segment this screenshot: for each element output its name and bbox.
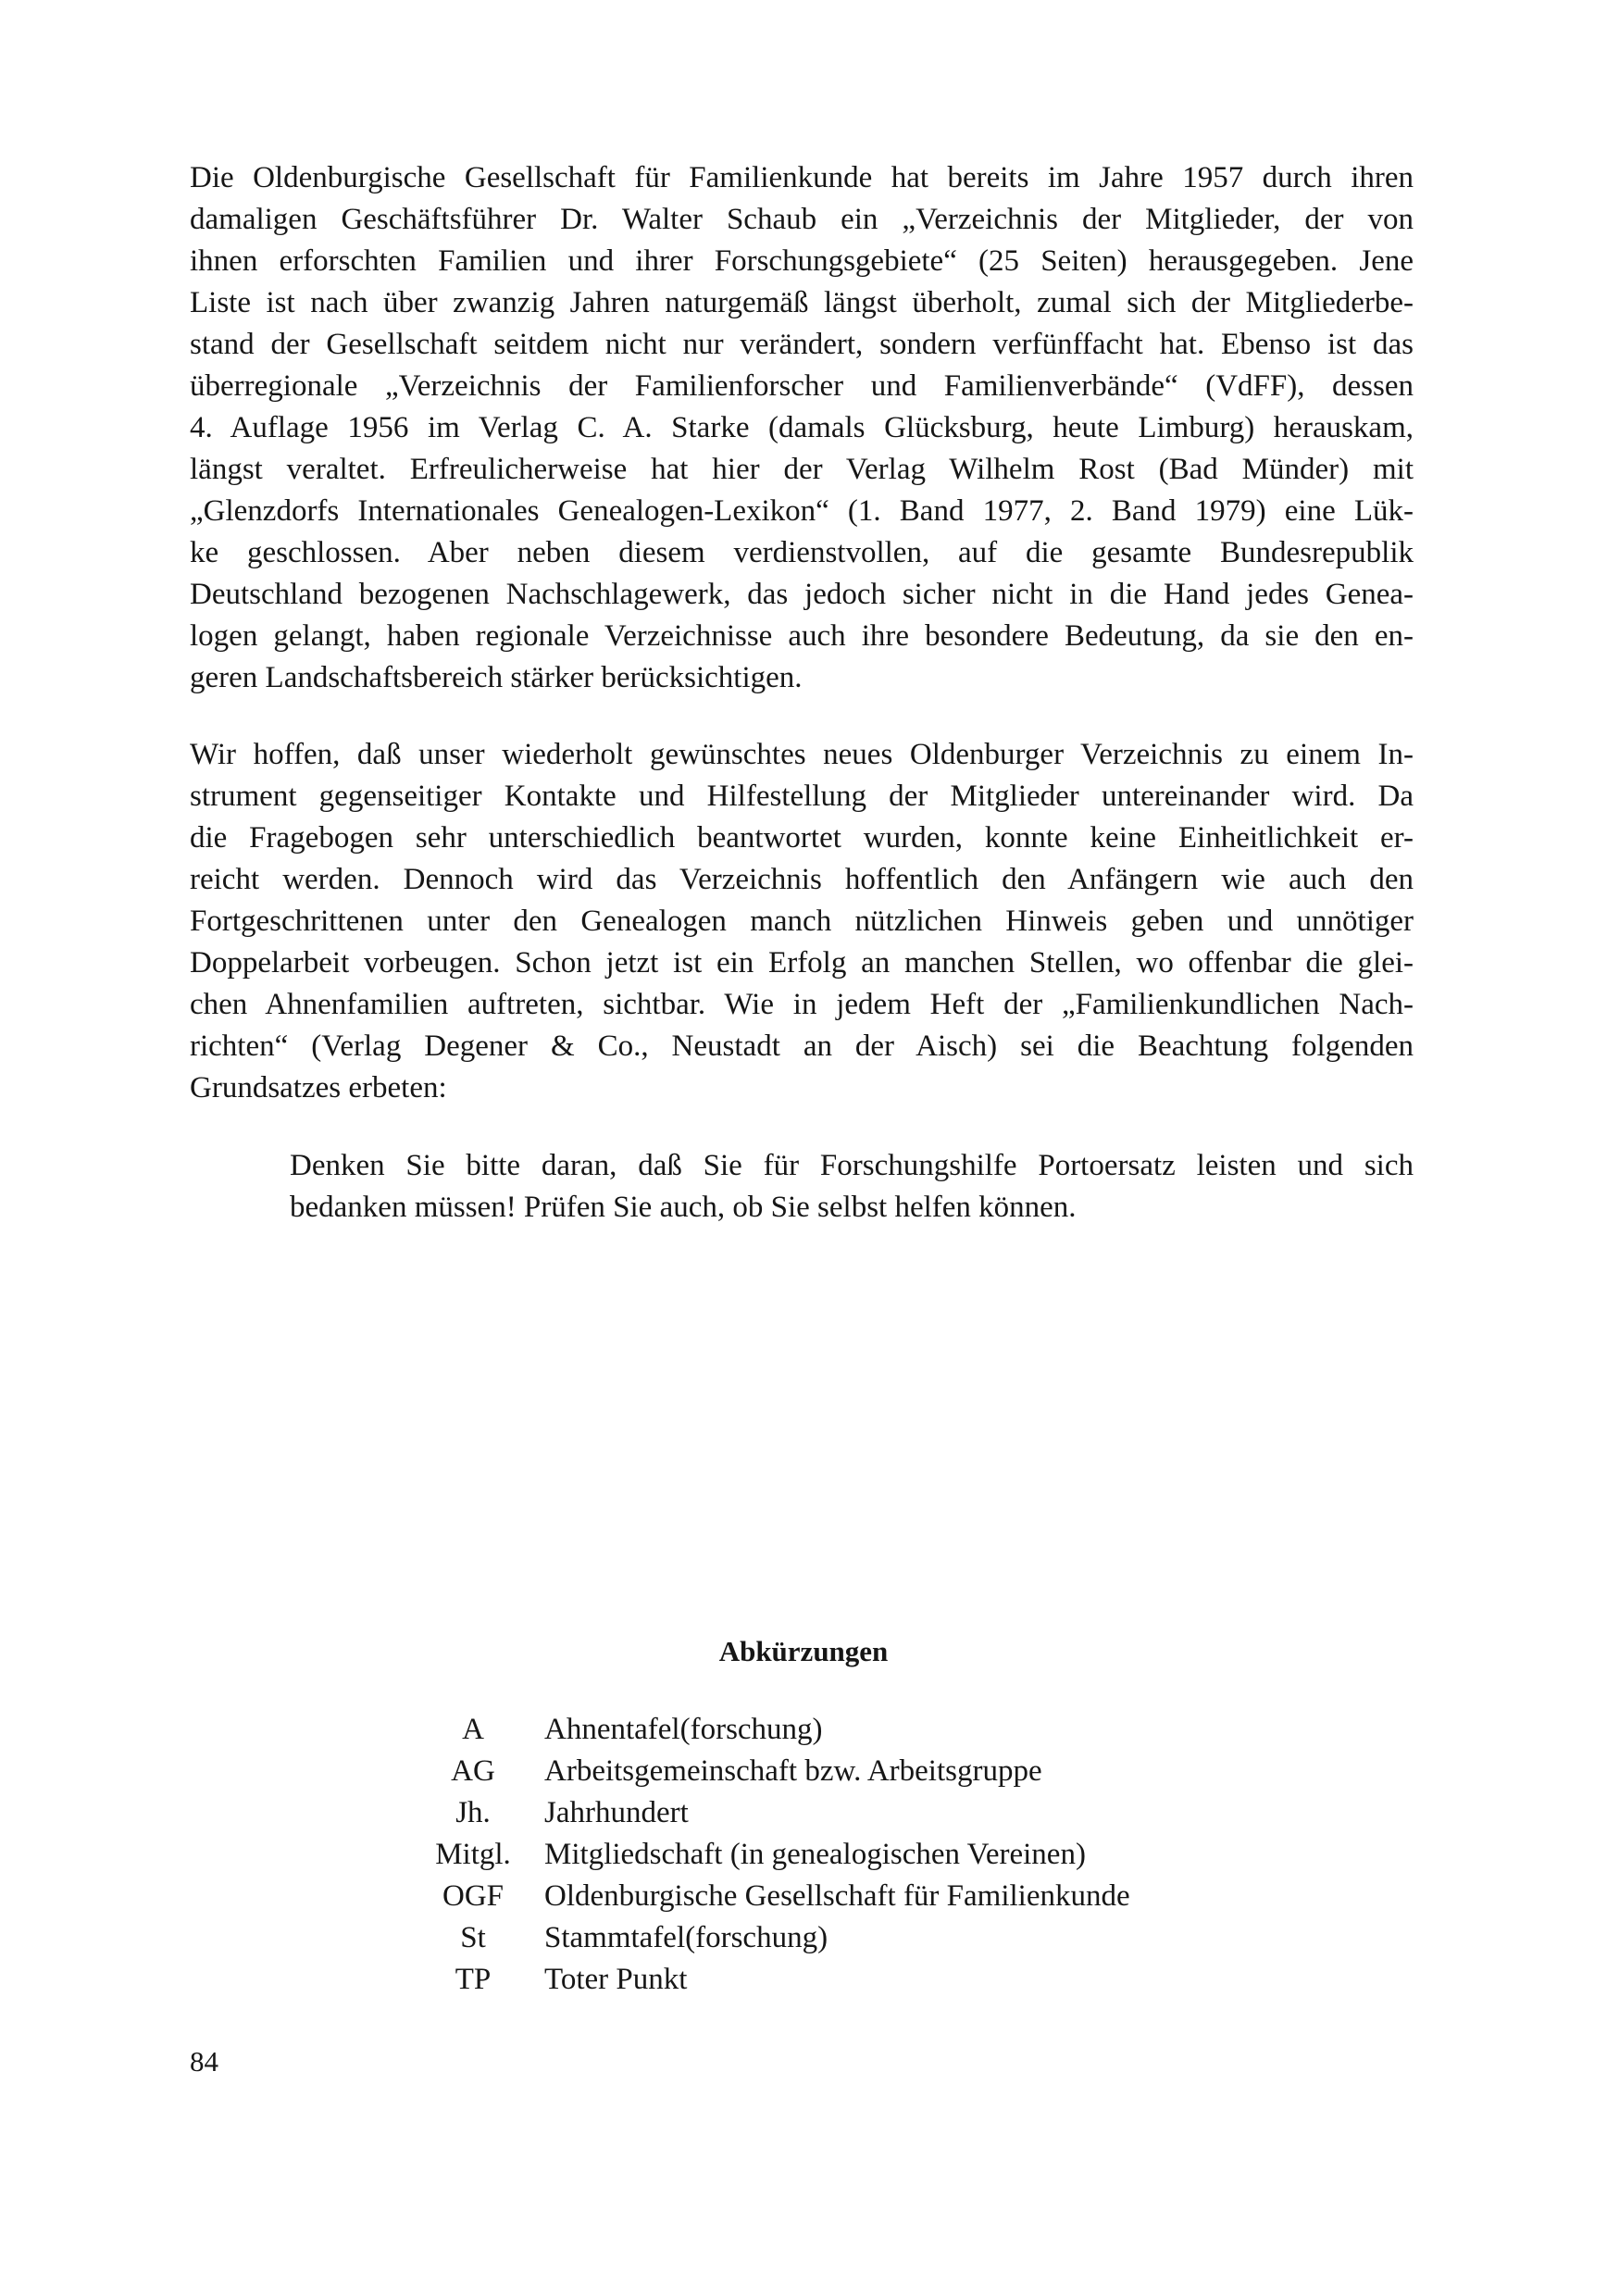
text-line: 4. Auflage 1956 im Verlag C. A. Starke (damals Glücksburg, heute Limburg) herauskam,	[190, 411, 1414, 444]
text-line: Deutschland bezogenen Nachschlagewerk, das jedoch sicher nicht in die Hand jedes Genea-	[190, 578, 1414, 611]
abbreviation: OGF	[442, 1879, 505, 1913]
abbreviation: TP	[455, 1963, 492, 1996]
abbreviation-definition: Arbeitsgemeinschaft bzw. Arbeitsgruppe	[544, 1754, 1042, 1788]
text-line: Wir hoffen, daß unser wiederholt gewünschtes neues Oldenburger Verzeichnis zu einem In-	[190, 738, 1414, 771]
abbreviation-row	[413, 1917, 1130, 1959]
intro-paragraph	[190, 157, 1414, 699]
abbreviation-definition: Toter Punkt	[544, 1963, 688, 1996]
abbreviation-definition: Jahrhundert	[544, 1796, 689, 1829]
abbreviation-row	[413, 1709, 1130, 1751]
text-line: die Fragebogen sehr unterschiedlich beantwortet wurden, konnte keine Einheitlichkeit er-	[190, 821, 1414, 855]
postage-note	[290, 1145, 1414, 1229]
abbreviation: Jh.	[455, 1796, 491, 1829]
text-line: Die Oldenburgische Gesellschaft für Familienkunde hat bereits im Jahre 1957 durch ihren	[190, 161, 1414, 194]
abbreviation: St	[460, 1921, 486, 1954]
abbreviation-row	[413, 1751, 1130, 1792]
text-line: Doppelarbeit vorbeugen. Schon jetzt ist ein Erfolg an manchen Stellen, wo offenbar die glei-	[190, 946, 1414, 980]
text-line: Denken Sie bitte daran, daß Sie für Forschungshilfe Portoersatz leisten und sich	[290, 1149, 1414, 1182]
abbreviations-list	[413, 1709, 1130, 2001]
abbreviation-row	[413, 1834, 1130, 1876]
text-line: strument gegenseitiger Kontakte und Hilfestellung der Mitglieder untereinander wird. Da	[190, 780, 1414, 813]
text-line: ihnen erforschten Familien und ihrer Forschungsgebiete“ (25 Seiten) herausgegeben. Jene	[190, 244, 1414, 278]
abbreviation-definition: Ahnentafel(forschung)	[544, 1713, 823, 1746]
text-line: „Glenzdorfs Internationales Genealogen-Lexikon“ (1. Band 1977, 2. Band 1979) eine Lük-	[190, 494, 1414, 528]
text-line: stand der Gesellschaft seitdem nicht nur verändert, sondern verfünffacht hat. Ebenso ist das	[190, 328, 1414, 361]
abbreviation-definition: Mitgliedschaft (in genealogischen Vereinen)	[544, 1838, 1086, 1871]
page-number: 84	[190, 2045, 218, 2078]
text-line: längst veraltet. Erfreulicherweise hat hier der Verlag Wilhelm Rost (Bad Münder) mit	[190, 453, 1414, 486]
abbreviation-row	[413, 1792, 1130, 1834]
text-line: überregionale „Verzeichnis der Familienforscher und Familienverbände“ (VdFF), dessen	[190, 369, 1414, 403]
text-line: Liste ist nach über zwanzig Jahren naturgemäß längst überholt, zumal sich der Mitgliederbe-	[190, 286, 1414, 319]
abbreviation: A	[462, 1713, 484, 1746]
abbreviations-heading: Abkürzungen	[718, 1635, 889, 1667]
abbreviation-row	[413, 1876, 1130, 1917]
text-line: Grundsatzes erbeten:	[190, 1071, 447, 1104]
text-line: chen Ahnenfamilien auftreten, sichtbar. Wie in jedem Heft der „Familienkundlichen Nach-	[190, 988, 1414, 1021]
text-line: ke geschlossen. Aber neben diesem verdienstvollen, auf die gesamte Bundesrepublik	[190, 536, 1414, 569]
text-line: bedanken müssen! Prüfen Sie auch, ob Sie selbst helfen können.	[290, 1191, 1077, 1224]
text-line: geren Landschaftsbereich stärker berücksichtigen.	[190, 661, 803, 694]
text-line: reicht werden. Dennoch wird das Verzeichnis hoffentlich den Anfängern wie auch den	[190, 863, 1414, 896]
text-line: logen gelangt, haben regionale Verzeichnisse auch ihre besondere Bedeutung, da sie den en-	[190, 619, 1414, 653]
text-line: damaligen Geschäftsführer Dr. Walter Schaub ein „Verzeichnis der Mitglieder, der von	[190, 203, 1414, 236]
text-line: richten“ (Verlag Degener & Co., Neustadt an der Aisch) sei die Beachtung folgenden	[190, 1029, 1414, 1063]
abbreviation-definition: Stammtafel(forschung)	[544, 1921, 828, 1954]
abbreviation: AG	[451, 1754, 495, 1788]
hope-paragraph	[190, 734, 1414, 1109]
abbreviation-definition: Oldenburgische Gesellschaft für Familienkunde	[544, 1879, 1130, 1913]
abbreviation-row	[413, 1959, 1130, 2001]
text-line: Fortgeschrittenen unter den Genealogen manch nützlichen Hinweis geben und unnötiger	[190, 905, 1414, 938]
abbreviation: Mitgl.	[435, 1838, 511, 1871]
